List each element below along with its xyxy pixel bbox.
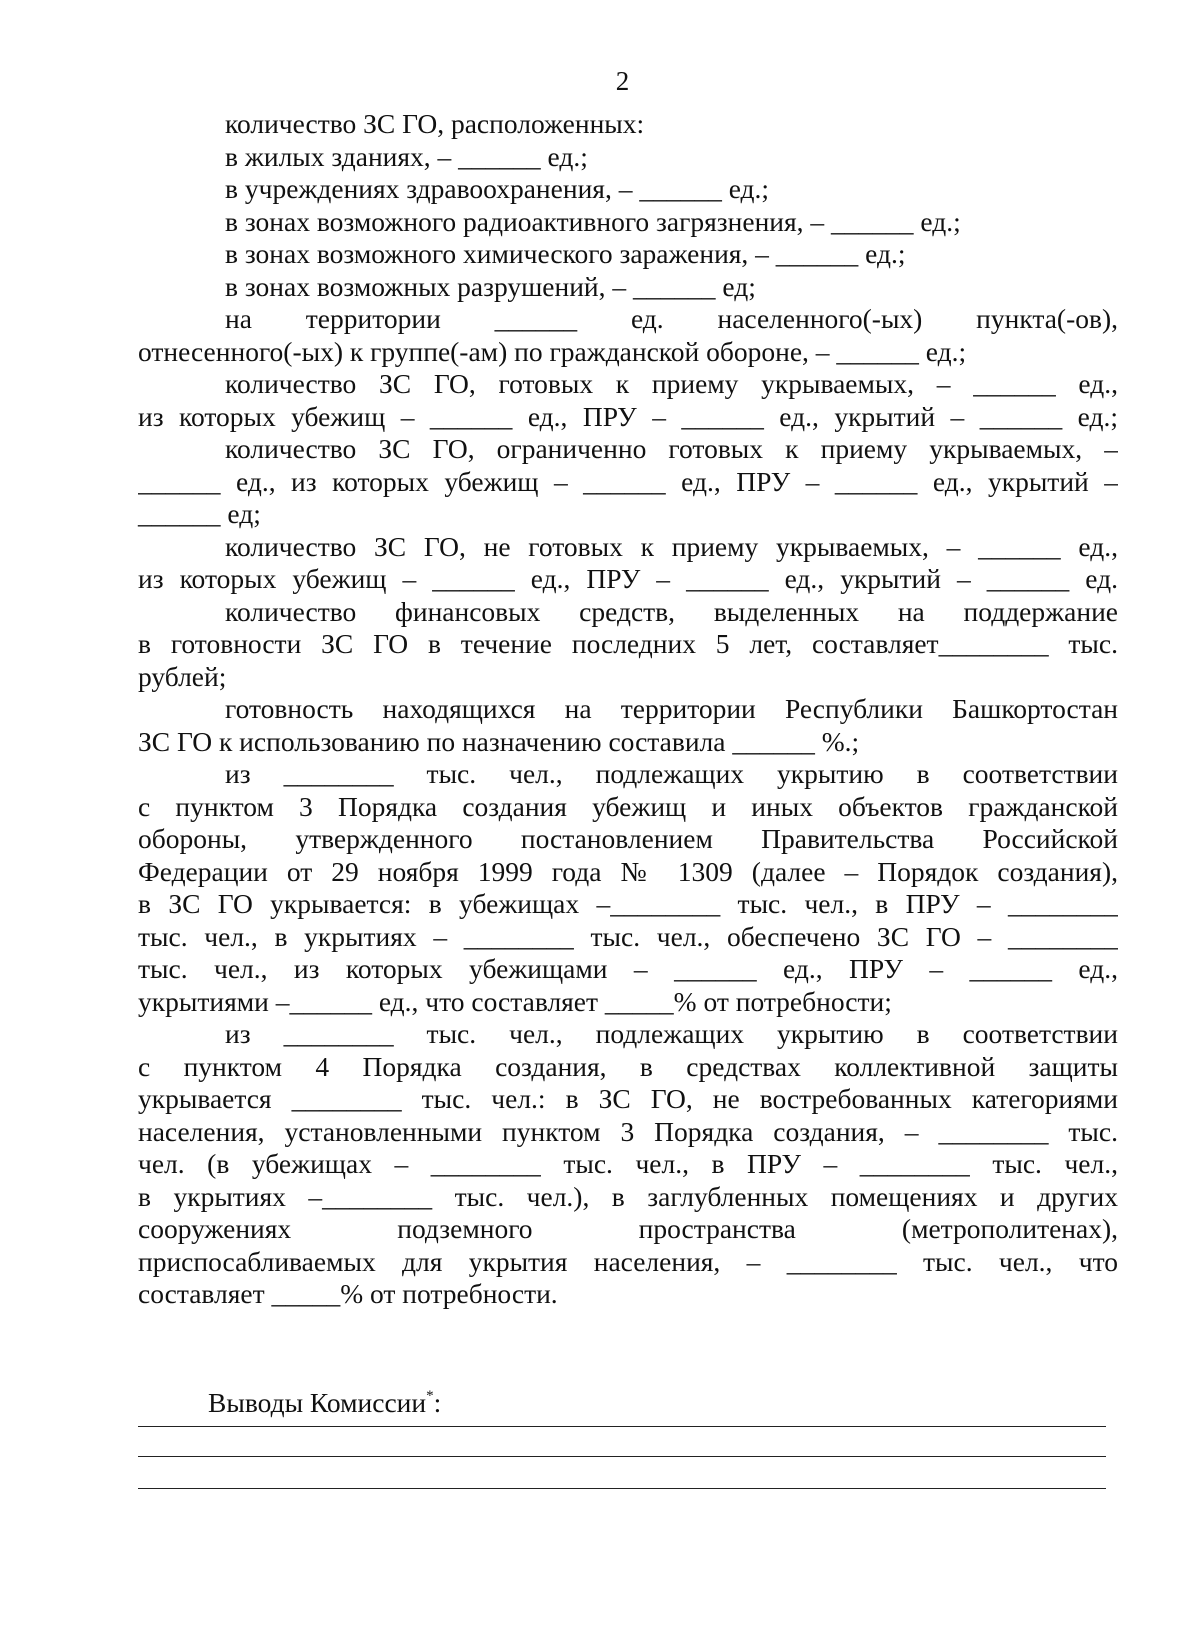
text-line: с пунктом 3 Порядка создания убежищ и иных объектов гражданской xyxy=(138,791,1118,822)
text-line: на территории ______ ед. населенного(-ых) пункта(-ов), xyxy=(225,303,1118,334)
text-line: с пунктом 4 Порядка создания, в средствах коллективной защиты xyxy=(138,1051,1118,1082)
text-line: количество ЗС ГО, расположенных: xyxy=(225,108,645,139)
text-line: в зонах возможных разрушений, – ______ ед; xyxy=(225,271,756,302)
text-line: количество финансовых средств, выделенных на поддержание xyxy=(225,596,1118,627)
text-line: тыс. чел., из которых убежищами – ______ ед., ПРУ – ______ ед., xyxy=(138,953,1118,984)
text-line: в учреждениях здравоохранения, – ______ ед.; xyxy=(225,173,770,204)
text-line: в жилых зданиях, – ______ ед.; xyxy=(225,141,588,172)
text-line: из ________ тыс. чел., подлежащих укрытию в соответствии xyxy=(225,758,1118,789)
text-line: из которых убежищ – ______ ед., ПРУ – ______ ед., укрытий – ______ ед.; xyxy=(138,401,1118,432)
text-line: в зонах возможного радиоактивного загрязнения, – ______ ед.; xyxy=(225,206,961,237)
blank-line xyxy=(138,1426,1106,1427)
text-line: Федерации от 29 ноября 1999 года № 1309 (далее – Порядок создания), xyxy=(138,856,1118,887)
text-line: из которых убежищ – ______ ед., ПРУ – ______ ед., укрытий – ______ ед. xyxy=(138,563,1118,594)
text-line: укрывается ________ тыс. чел.: в ЗС ГО, не востребованных категориями xyxy=(138,1083,1118,1114)
text-line: ______ ед., из которых убежищ – ______ ед., ПРУ – ______ ед., укрытий – xyxy=(138,466,1118,497)
conclusions-heading xyxy=(208,1380,441,1419)
text-line: ______ ед; xyxy=(138,498,261,529)
text-line: отнесенного(-ых) к группе(-ам) по гражданской обороне, – ______ ед.; xyxy=(138,336,967,367)
text-line: укрытиями –______ ед., что составляет _____% от потребности; xyxy=(138,986,892,1017)
text-line: из ________ тыс. чел., подлежащих укрытию в соответствии xyxy=(225,1018,1118,1049)
page-number: 2 xyxy=(615,66,630,96)
blank-line xyxy=(138,1488,1106,1489)
text-line: количество ЗС ГО, ограниченно готовых к приему укрываемых, – xyxy=(225,433,1118,464)
text-line: сооружениях подземного пространства (метрополитенах), xyxy=(138,1213,1118,1244)
text-line: количество ЗС ГО, готовых к приему укрываемых, – ______ ед., xyxy=(225,368,1118,399)
text-line: приспосабливаемых для укрытия населения, – ________ тыс. чел., что xyxy=(138,1246,1118,1277)
text-line: в готовности ЗС ГО в течение последних 5 лет, составляет________ тыс. xyxy=(138,628,1118,659)
text-line: рублей; xyxy=(138,661,227,692)
text-line: в зонах возможного химического заражения, – ______ ед.; xyxy=(225,238,906,269)
text-line: ЗС ГО к использованию по назначению составила ______ %.; xyxy=(138,726,860,757)
footnote-mark: * xyxy=(426,1388,434,1404)
conclusions-label: Выводы Комиссии xyxy=(208,1387,427,1418)
text-line: количество ЗС ГО, не готовых к приему укрываемых, – ______ ед., xyxy=(225,531,1118,562)
text-line: составляет _____% от потребности. xyxy=(138,1278,558,1309)
text-line: населения, установленными пунктом 3 Порядка создания, – ________ тыс. xyxy=(138,1116,1118,1147)
text-line: в укрытиях –________ тыс. чел.), в заглубленных помещениях и других xyxy=(138,1181,1118,1212)
text-line: в ЗС ГО укрывается: в убежищах –________ тыс. чел., в ПРУ – ________ xyxy=(138,888,1118,919)
text-line: обороны, утвержденного постановлением Правительства Российской xyxy=(138,823,1118,854)
text-line: тыс. чел., в укрытиях – ________ тыс. чел., обеспечено ЗС ГО – ________ xyxy=(138,921,1118,952)
colon: : xyxy=(433,1387,442,1418)
text-line: готовность находящихся на территории Республики Башкортостан xyxy=(225,693,1118,724)
blank-line xyxy=(138,1456,1106,1457)
text-line: чел. (в убежищах – ________ тыс. чел., в ПРУ – ________ тыс. чел., xyxy=(138,1148,1118,1179)
